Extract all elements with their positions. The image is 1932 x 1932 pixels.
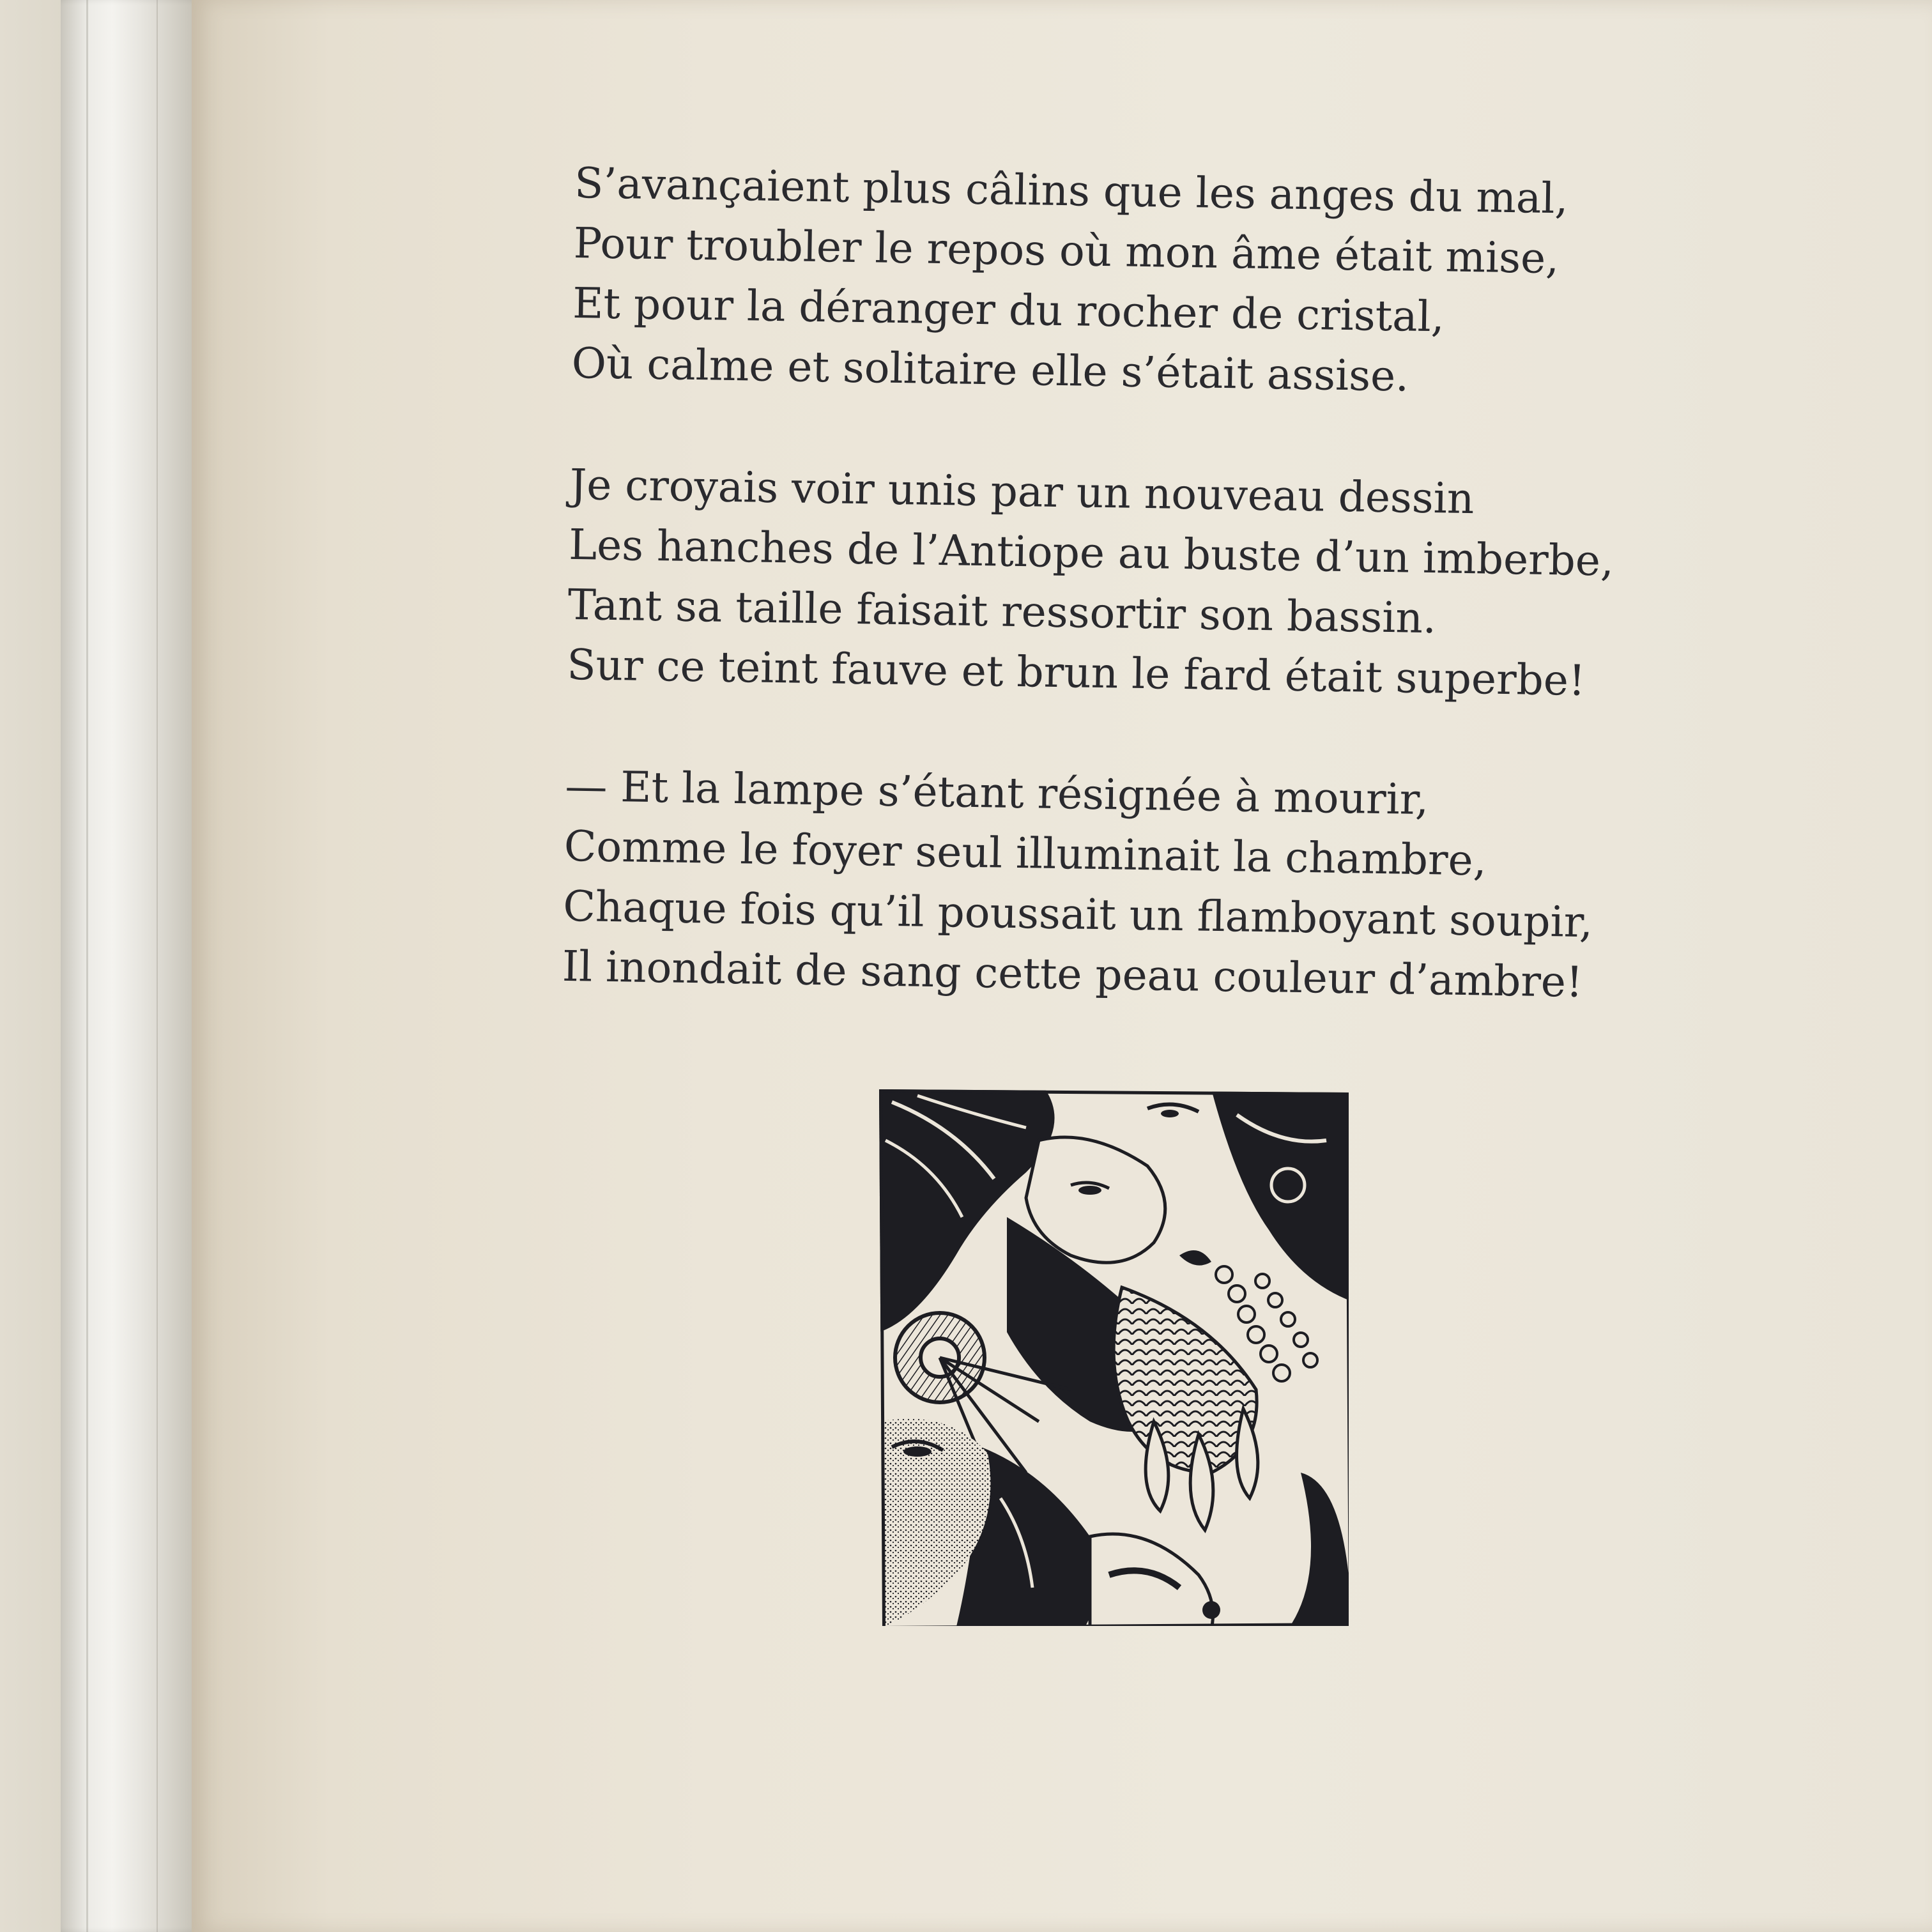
poem-line: — Et la lampe s’étant résignée à mourir,	[564, 761, 1429, 825]
poem-text	[561, 153, 1725, 1076]
poem-line: Et pour la déranger du rocher de cristal,	[572, 278, 1445, 342]
poem-line: Chaque fois qu’il poussait un flamboyant soupir,	[562, 881, 1593, 947]
poem-line: Il inondait de sang cette peau couleur d’ambre!	[562, 941, 1584, 1007]
stanza-2	[567, 455, 1721, 713]
book-spine-strip	[61, 0, 208, 1932]
stanza-3	[562, 756, 1715, 1015]
poem-line: Où calme et solitaire elle s’était assise.	[571, 338, 1409, 401]
poem-line: Sur ce teint fauve et brun le fard était superbe!	[566, 640, 1586, 705]
poem-line: S’avançaient plus câlins que les anges du mal,	[574, 158, 1569, 224]
poem-line: Tant sa taille faisait ressortir son bassin.	[567, 579, 1437, 643]
poem-line: Comme le foyer seul illuminait la chambre,	[564, 821, 1487, 885]
poem-line: Je croyais voir unis par un nouveau dessin	[569, 459, 1475, 524]
poem-line: Pour troubler le repos où mon âme était mise,	[573, 218, 1560, 284]
woodcut-vignette-illustration	[879, 1089, 1349, 1626]
stanza-1	[571, 153, 1725, 411]
poem-line: Les hanches de l’Antiope au buste d’un imberbe,	[568, 519, 1614, 586]
